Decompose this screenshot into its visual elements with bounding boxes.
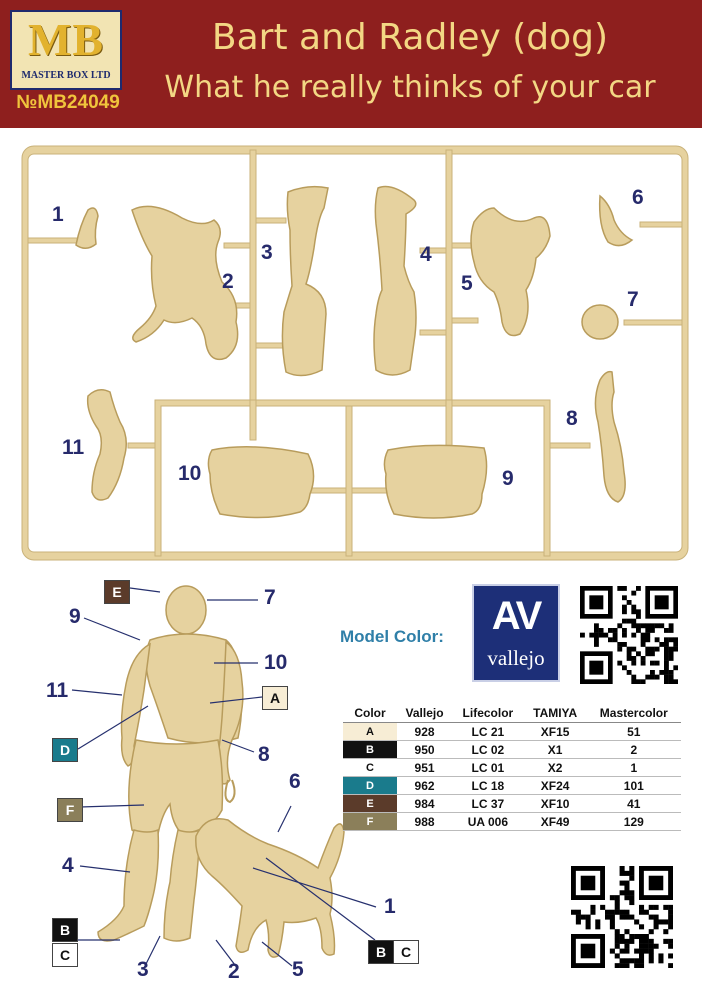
color-box-c-dog: C — [393, 940, 419, 964]
callout-4: 4 — [62, 854, 74, 877]
color-table — [343, 704, 681, 831]
part-7-head — [582, 305, 618, 339]
mastercolor-cell: 51 — [587, 723, 681, 741]
callout-6: 6 — [289, 770, 301, 793]
sprue-number-5: 5 — [461, 272, 473, 295]
sprue-number-9: 9 — [502, 467, 514, 490]
vallejo-name: vallejo — [487, 646, 545, 670]
sprue-number-1: 1 — [52, 203, 64, 226]
vallejo-av-mark: AV — [491, 594, 541, 638]
table-row — [343, 777, 681, 795]
color-box-f: F — [57, 798, 83, 822]
product-code: №MB24049 — [16, 92, 120, 113]
vallejo-cell: 984 — [397, 795, 452, 813]
header-tamiya: TAMIYA — [524, 704, 587, 723]
swatch-cell: A — [343, 723, 397, 741]
sprue-number-4: 4 — [420, 243, 432, 266]
part-11-arm — [88, 390, 127, 500]
tamiya-cell: XF15 — [524, 723, 587, 741]
vallejo-cell: 962 — [397, 777, 452, 795]
part-6-tail — [600, 196, 632, 246]
assembled-figure — [98, 586, 344, 957]
lifecolor-cell: LC 18 — [452, 777, 524, 795]
dog-leash — [225, 780, 234, 802]
callout-11: 11 — [46, 679, 69, 702]
sprue-number-3: 3 — [261, 241, 273, 264]
tamiya-cell: X1 — [524, 741, 587, 759]
callout-5: 5 — [292, 958, 304, 981]
header-color: Color — [343, 704, 397, 723]
lifecolor-cell: LC 02 — [452, 741, 524, 759]
color-box-c: C — [52, 943, 78, 967]
logo-mb-text: MB — [27, 14, 105, 65]
color-box-e: E — [104, 580, 130, 604]
mastercolor-cell: 129 — [587, 813, 681, 831]
tamiya-cell: XF24 — [524, 777, 587, 795]
callout-2: 2 — [228, 960, 240, 983]
swatch-cell: D — [343, 777, 397, 795]
lifecolor-cell: LC 37 — [452, 795, 524, 813]
lifecolor-cell: UA 006 — [452, 813, 524, 831]
header-mastercolor: Mastercolor — [587, 704, 681, 723]
page-title: Bart and Radley (dog) — [211, 17, 609, 58]
swatch-cell: C — [343, 759, 397, 777]
color-box-a: A — [262, 686, 288, 710]
callout-7: 7 — [264, 586, 276, 609]
mastercolor-cell: 2 — [587, 741, 681, 759]
tamiya-cell: XF49 — [524, 813, 587, 831]
sprue-number-11: 11 — [62, 436, 85, 459]
model-color-label: Model Color: — [340, 627, 444, 646]
header-lifecolor: Lifecolor — [452, 704, 524, 723]
tamiya-cell: X2 — [524, 759, 587, 777]
table-row — [343, 813, 681, 831]
callout-3: 3 — [137, 958, 149, 981]
part-9-torso — [384, 445, 486, 518]
table-row — [343, 795, 681, 813]
mastercolor-cell: 41 — [587, 795, 681, 813]
qr-code-top — [580, 586, 678, 684]
sprue-number-7: 7 — [627, 288, 639, 311]
sprue-number-10: 10 — [178, 462, 202, 485]
callout-10: 10 — [264, 651, 288, 674]
lifecolor-cell: LC 21 — [452, 723, 524, 741]
vallejo-cell: 950 — [397, 741, 452, 759]
swatch-cell: F — [343, 813, 397, 831]
part-10-torso — [208, 447, 313, 518]
dog-body — [196, 819, 344, 957]
header-vallejo: Vallejo — [397, 704, 452, 723]
color-box-b: B — [52, 918, 78, 942]
vallejo-cell: 928 — [397, 723, 452, 741]
table-row — [343, 723, 681, 741]
part-8-arm — [595, 372, 625, 502]
vallejo-logo — [472, 584, 560, 682]
sprue-number-2: 2 — [222, 270, 234, 293]
swatch-cell: E — [343, 795, 397, 813]
sprue-frame — [22, 146, 688, 560]
tamiya-cell: XF10 — [524, 795, 587, 813]
callout-8: 8 — [258, 743, 270, 766]
part-1 — [76, 208, 98, 248]
mastercolor-cell: 101 — [587, 777, 681, 795]
table-row — [343, 759, 681, 777]
part-5-dog — [471, 208, 550, 336]
part-3-leg — [282, 187, 328, 376]
man-right-leg — [164, 830, 200, 941]
sprue-number-6: 6 — [632, 186, 644, 209]
lifecolor-cell: LC 01 — [452, 759, 524, 777]
vallejo-cell: 951 — [397, 759, 452, 777]
swatch-cell: B — [343, 741, 397, 759]
color-box-b-dog: B — [368, 940, 394, 964]
man-head — [166, 586, 206, 634]
page-subtitle: What he really thinks of your car — [164, 70, 656, 105]
callout-1: 1 — [384, 895, 396, 918]
qr-code-bottom — [571, 866, 673, 968]
sprue-number-8: 8 — [566, 407, 578, 430]
part-4-leg — [374, 187, 416, 376]
table-row — [343, 741, 681, 759]
color-table-header — [343, 704, 681, 723]
color-box-d: D — [52, 738, 78, 762]
callout-9: 9 — [69, 605, 81, 628]
logo-company-text: MASTER BOX LTD — [21, 70, 111, 81]
mastercolor-cell: 1 — [587, 759, 681, 777]
man-left-leg — [98, 830, 158, 941]
vallejo-cell: 988 — [397, 813, 452, 831]
